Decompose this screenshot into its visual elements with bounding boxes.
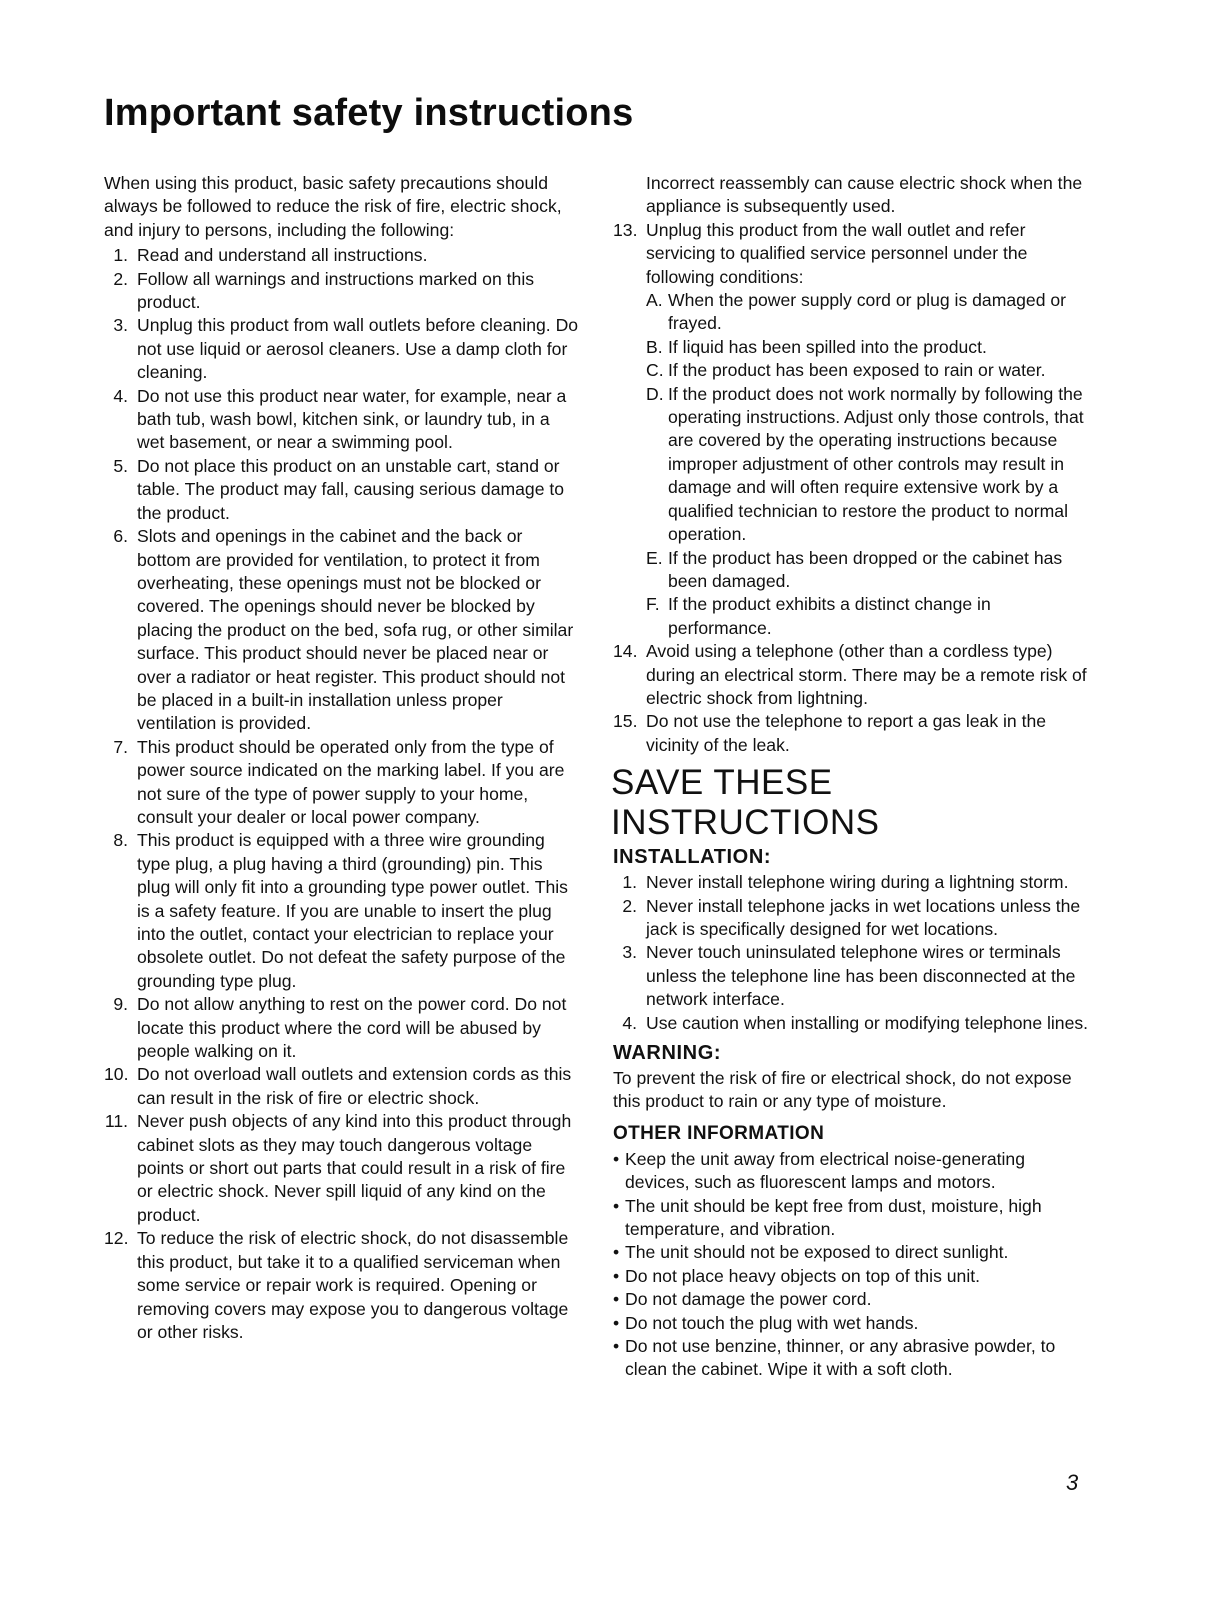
info-text: Do not place heavy objects on top of this unit.	[625, 1265, 981, 1286]
condition-text: When the power supply cord or plug is damaged or frayed.	[668, 290, 1067, 334]
condition-letter: A.	[646, 290, 663, 311]
item-text: Unplug this product from the wall outlet and refer servicing to qualified service personnel under the following conditions:	[646, 219, 1028, 287]
other-information-list	[613, 1148, 1093, 1382]
info-item	[613, 1312, 1093, 1335]
info-item	[613, 1195, 1093, 1242]
info-item	[613, 1241, 1093, 1264]
right-column	[613, 172, 1093, 1382]
safety-item	[104, 1227, 579, 1344]
item-text: Never install telephone wiring during a lightning storm.	[646, 872, 1069, 893]
item-text: Do not use the telephone to report a gas leak in the vicinity of the leak.	[646, 711, 1047, 755]
bullet: •	[613, 1265, 620, 1286]
item-number: 3.	[622, 942, 637, 963]
condition-text: If the product does not work normally by following the operating instructions. Adjust only those controls, that are covered by the operating instructions because improper adjustment of other controls may result in damage and will often require extensive work by a qualified technician to restore the product to normal operation.	[668, 383, 1084, 545]
info-item	[613, 1148, 1093, 1195]
page-title: Important safety instructions	[104, 92, 634, 134]
item-number: 13.	[613, 219, 638, 240]
item-number: 6.	[113, 526, 128, 547]
left-column	[104, 172, 579, 1344]
intro-paragraph: When using this product, basic safety precautions should always be followed to reduce the risk of fire, electric shock, and injury to persons, including the following:	[104, 173, 562, 240]
condition-letter: C.	[646, 360, 664, 381]
safety-item	[104, 829, 579, 993]
condition-item	[646, 547, 1093, 594]
safety-item	[104, 1063, 579, 1110]
item-text: Unplug this product from wall outlets before cleaning. Do not use liquid or aerosol cleaners. Use a damp cloth for cleaning.	[137, 315, 579, 383]
item-number: 2.	[622, 895, 637, 916]
item-text: Use caution when installing or modifying telephone lines.	[646, 1012, 1089, 1033]
item-text: Do not use this product near water, for example, near a bath tub, wash bowl, kitchen sink, or laundry tub, in a wet basement, or near a swimming pool.	[137, 385, 567, 453]
condition-text: If liquid has been spilled into the product.	[668, 336, 987, 357]
safety-item	[104, 736, 579, 830]
info-text: The unit should be kept free from dust, moisture, high temperature, and vibration.	[625, 1195, 1042, 1240]
item-text: Follow all warnings and instructions marked on this product.	[137, 268, 535, 313]
item-number: 5.	[113, 455, 128, 476]
item-number: 4.	[622, 1012, 637, 1033]
item-text: Do not overload wall outlets and extension cords as this can result in the risk of fire or electric shock.	[137, 1064, 572, 1108]
item-number: 8.	[113, 830, 128, 851]
safety-item	[613, 710, 1093, 757]
condition-item	[646, 383, 1093, 547]
installation-item	[613, 895, 1093, 942]
warning-text: To prevent the risk of fire or electrical shock, do not expose this product to rain or any type of moisture.	[613, 1068, 1072, 1112]
item-text: To reduce the risk of electric shock, do not disassemble this product, but take it to a qualified serviceman when some service or repair work is required. Opening or removing covers may expose you to dangerous voltage or other risks.	[137, 1228, 569, 1342]
installation-heading: INSTALLATION:	[613, 846, 772, 869]
info-text: Do not use benzine, thinner, or any abrasive powder, to clean the cabinet. Wipe it with a soft cloth.	[625, 1336, 1056, 1380]
item-text: This product should be operated only from the type of power source indicated on the marking label. If you are not sure of the type of power supply to your home, consult your dealer or local power company.	[137, 736, 565, 827]
installation-list	[613, 871, 1093, 1035]
safety-item	[613, 640, 1093, 710]
item-text: Never touch uninsulated telephone wires or terminals unless the telephone line has been disconnected at the network interface.	[646, 942, 1076, 1010]
condition-item	[646, 336, 1093, 359]
item-text: Never push objects of any kind into this product through cabinet slots as they may touch dangerous voltage points or short out parts that could result in a risk of fire or electric shock. Never spill liquid of any kind on the product.	[137, 1111, 572, 1225]
bullet: •	[613, 1336, 620, 1357]
item-number: 10.	[104, 1064, 129, 1085]
info-item	[613, 1335, 1093, 1382]
item-number: 15.	[613, 711, 638, 732]
item-number: 3.	[113, 315, 128, 336]
condition-letter: E.	[646, 547, 663, 568]
conditions-list	[613, 289, 1093, 640]
safety-item	[104, 244, 579, 267]
installation-item	[613, 941, 1093, 1011]
safety-item	[104, 268, 579, 315]
safety-list-end	[613, 640, 1093, 757]
page-number: 3	[1066, 1470, 1079, 1495]
safety-item	[104, 314, 579, 384]
item-text: Slots and openings in the cabinet and the back or bottom are provided for ventilation, to protect it from overheating, these openings must not be blocked or covered. The openings should never be blocked by placing the product on the bed, sofa rug, or other similar surface. This product should never be placed near or over a radiator or heat register. This product should not be placed in a built-in installation unless proper ventilation is provided.	[137, 526, 574, 734]
save-instructions-heading: SAVE THESE INSTRUCTIONS	[611, 763, 880, 843]
condition-letter: B.	[646, 336, 663, 357]
safety-item	[104, 455, 579, 525]
info-text: The unit should not be exposed to direct sunlight.	[625, 1242, 1009, 1263]
bullet: •	[613, 1195, 620, 1216]
bullet: •	[613, 1148, 620, 1169]
bullet: •	[613, 1242, 620, 1263]
item-12-continuation: Incorrect reassembly can cause electric shock when the appliance is subsequently used.	[646, 173, 1083, 217]
safety-list-continued	[613, 219, 1093, 289]
other-information-heading: OTHER INFORMATION	[613, 1122, 825, 1144]
item-text: Never install telephone jacks in wet locations unless the jack is specifically designed for wet locations.	[646, 895, 1081, 939]
safety-item	[104, 525, 579, 736]
item-number: 9.	[113, 994, 128, 1015]
condition-item	[646, 289, 1093, 336]
condition-text: If the product has been exposed to rain or water.	[668, 360, 1046, 381]
item-number: 2.	[113, 268, 128, 289]
item-text: Avoid using a telephone (other than a cordless type) during an electrical storm. There may be a remote risk of electric shock from lightning.	[646, 641, 1087, 708]
safety-item	[104, 993, 579, 1063]
item-number: 14.	[613, 641, 638, 662]
item-number: 4.	[113, 385, 128, 406]
installation-item	[613, 1012, 1093, 1035]
bullet: •	[613, 1289, 620, 1310]
item-text: This product is equipped with a three wire grounding type plug, a plug having a third (grounding) pin. This plug will only fit into a grounding type power outlet. This is a safety feature. If you are unable to insert the plug into the outlet, contact your electrician to replace your obsolete outlet. Do not defeat the safety purpose of the grounding type plug.	[137, 830, 568, 991]
info-item	[613, 1288, 1093, 1311]
condition-item	[646, 593, 1093, 640]
item-number: 11.	[104, 1111, 128, 1132]
installation-item	[613, 871, 1093, 894]
item-number: 12.	[104, 1228, 129, 1249]
info-text: Do not touch the plug with wet hands.	[625, 1312, 919, 1333]
safety-item	[104, 1110, 579, 1227]
condition-text: If the product has been dropped or the cabinet has been damaged.	[668, 547, 1063, 591]
bullet: •	[613, 1312, 620, 1333]
item-text: Do not allow anything to rest on the power cord. Do not locate this product where the cord will be abused by people walking on it.	[137, 994, 567, 1062]
info-text: Do not damage the power cord.	[625, 1289, 872, 1310]
safety-item	[104, 385, 579, 455]
condition-item	[646, 359, 1093, 382]
item-text: Read and understand all instructions.	[137, 245, 428, 266]
warning-heading: WARNING:	[613, 1042, 722, 1064]
info-text: Keep the unit away from electrical noise-generating devices, such as fluorescent lamps and motors.	[625, 1148, 1025, 1193]
info-item	[613, 1265, 1093, 1288]
safety-item	[613, 219, 1093, 289]
item-text: Do not place this product on an unstable cart, stand or table. The product may fall, causing serious damage to the product.	[137, 455, 565, 523]
condition-letter: D.	[646, 383, 664, 404]
item-number: 1.	[113, 245, 128, 266]
condition-letter: F.	[646, 594, 660, 615]
item-number: 7.	[113, 736, 128, 757]
condition-text: If the product exhibits a distinct change in performance.	[668, 594, 991, 638]
item-number: 1.	[622, 872, 637, 893]
safety-list	[104, 244, 579, 1344]
